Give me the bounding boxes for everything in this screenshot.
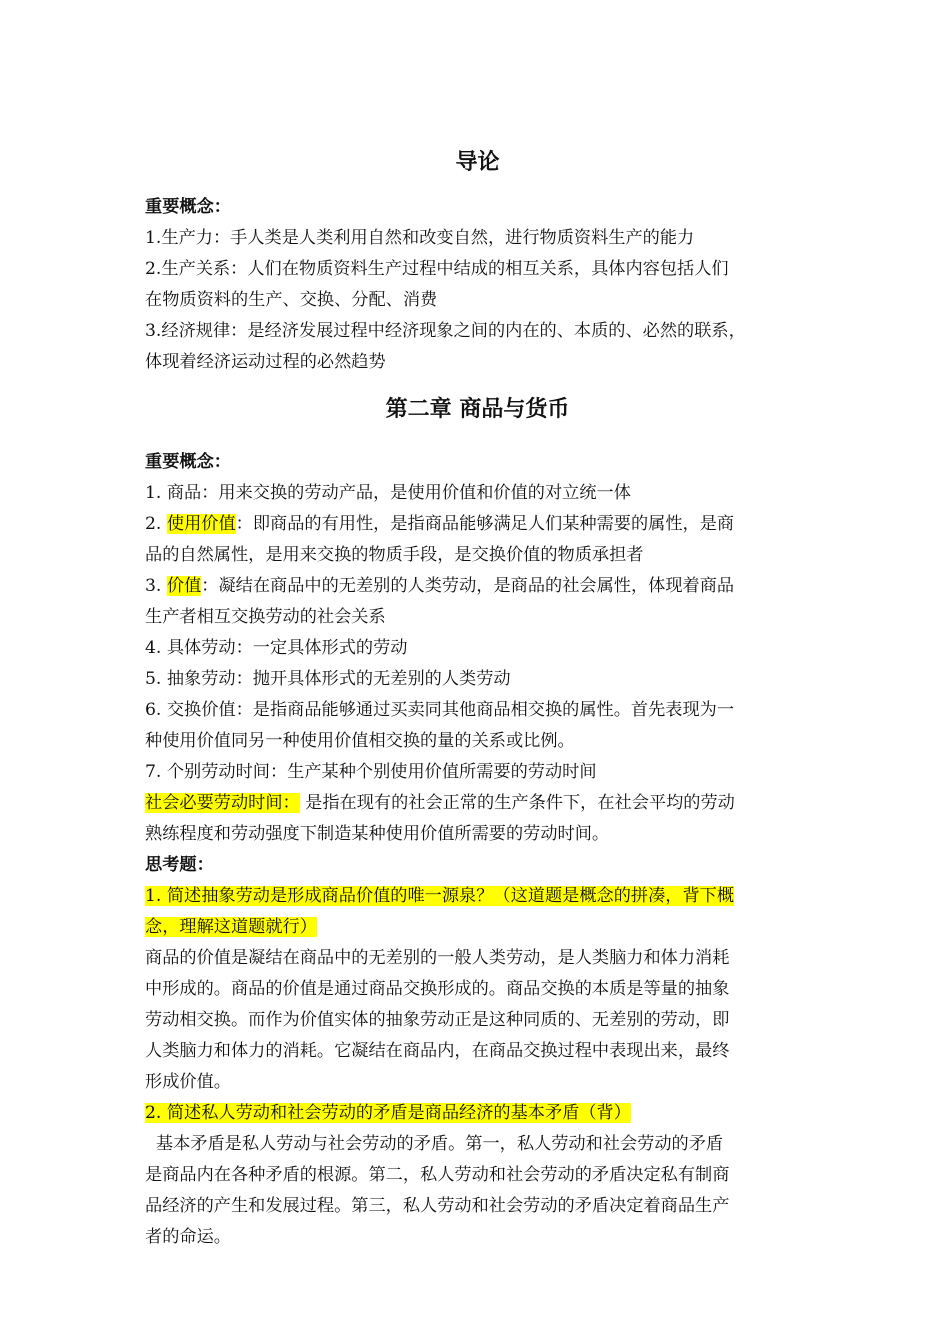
concept-continuation: 生产者相互交换劳动的社会关系 [145,607,386,627]
question-1 [145,881,810,912]
concept-number: 2. [145,514,167,534]
concept-exchange-value: 6. 交换价值：是指商品能够通过买卖同其他商品相交换的属性。首先表现为一 [145,700,735,720]
think-heading: 思考题： [145,855,214,875]
highlighted-question: 念，理解这道题就行） [145,917,317,937]
intro-line: 在物质资料的生产、交换、分配、消费 [145,290,438,310]
intro-line: 1.生产力：手人类是人类利用自然和改变自然，进行物质资料生产的能力 [145,228,695,248]
answer-2-line: 品经济的产生和发展过程。第三，私人劳动和社会劳动的矛盾决定着商品生产 [145,1196,730,1216]
concept-concrete-labor: 4. 具体劳动：一定具体形式的劳动 [145,638,408,658]
concept-number: 3. [145,576,167,596]
intro-line: 2.生产关系：人们在物质资料生产过程中结成的相互关系，具体内容包括人们 [145,259,729,279]
highlighted-term: 社会必要劳动时间： [145,793,300,813]
document-body [145,128,810,1253]
concept-commodity: 1. 商品：用来交换的劳动产品，是使用价值和价值的对立统一体 [145,483,631,503]
intro-title: 导论 [455,149,500,175]
concept-definition: ：即商品的有用性，是指商品能够满足人们某种需要的属性，是商 [235,514,735,534]
concept-continuation: 种使用价值同另一种使用价值相交换的量的关系或比例。 [145,731,575,751]
answer-1-line: 形成价值。 [145,1072,231,1092]
concept-definition: ：凝结在商品中的无差别的人类劳动，是商品的社会属性，体现着商品 [201,576,735,596]
concept-continuation: 品的自然属性，是用来交换的物质手段，是交换价值的物质承担者 [145,545,644,565]
answer-2-line: 者的命运。 [145,1227,231,1247]
highlighted-question: 2. 简述私人劳动和社会劳动的矛盾是商品经济的基本矛盾（背） [145,1103,631,1123]
intro-heading: 重要概念： [145,197,231,217]
concept-socially-necessary-labor-time [145,788,810,819]
intro-line: 3.经济规律：是经济发展过程中经济现象之间的内在的、本质的、必然的联系， [145,321,746,341]
highlighted-term: 使用价值 [166,514,236,534]
highlighted-question: 1. 简述抽象劳动是形成商品价值的唯一源泉？（这道题是概念的拼凑，背下概 [145,886,735,906]
answer-1-line: 人类脑力和体力的消耗。它凝结在商品内，在商品交换过程中表现出来，最终 [145,1041,730,1061]
question-2 [145,1098,810,1129]
chapter2-heading: 重要概念： [145,452,231,472]
intro-line: 体现着经济运动过程的必然趋势 [145,352,386,372]
concept-value [145,571,810,602]
concept-abstract-labor: 5. 抽象劳动：抛开具体形式的无差别的人类劳动 [145,669,511,689]
highlighted-term: 价值 [166,576,202,596]
answer-2-line: 基本矛盾是私人劳动与社会劳动的矛盾。第一，私人劳动和社会劳动的矛盾 [145,1134,724,1154]
concept-use-value [145,509,810,540]
chapter2-title: 第二章 商品与货币 [385,396,570,422]
answer-2-line: 是商品内在各种矛盾的根源。第二，私人劳动和社会劳动的矛盾决定私有制商 [145,1165,730,1185]
question-1-continuation [145,912,810,943]
answer-1-line: 劳动相交换。而作为价值实体的抽象劳动正是这种同质的、无差别的劳动，即 [145,1010,730,1030]
concept-continuation: 熟练程度和劳动强度下制造某种使用价值所需要的劳动时间。 [145,824,610,844]
concept-definition: 是指在现有的社会正常的生产条件下，在社会平均的劳动 [299,793,735,813]
answer-1-line: 商品的价值是凝结在商品中的无差别的一般人类劳动，是人类脑力和体力消耗 [145,948,730,968]
answer-1-line: 中形成的。商品的价值是通过商品交换形成的。商品交换的本质是等量的抽象 [145,979,730,999]
concept-individual-labor-time: 7. 个别劳动时间：生产某种个别使用价值所需要的劳动时间 [145,762,597,782]
